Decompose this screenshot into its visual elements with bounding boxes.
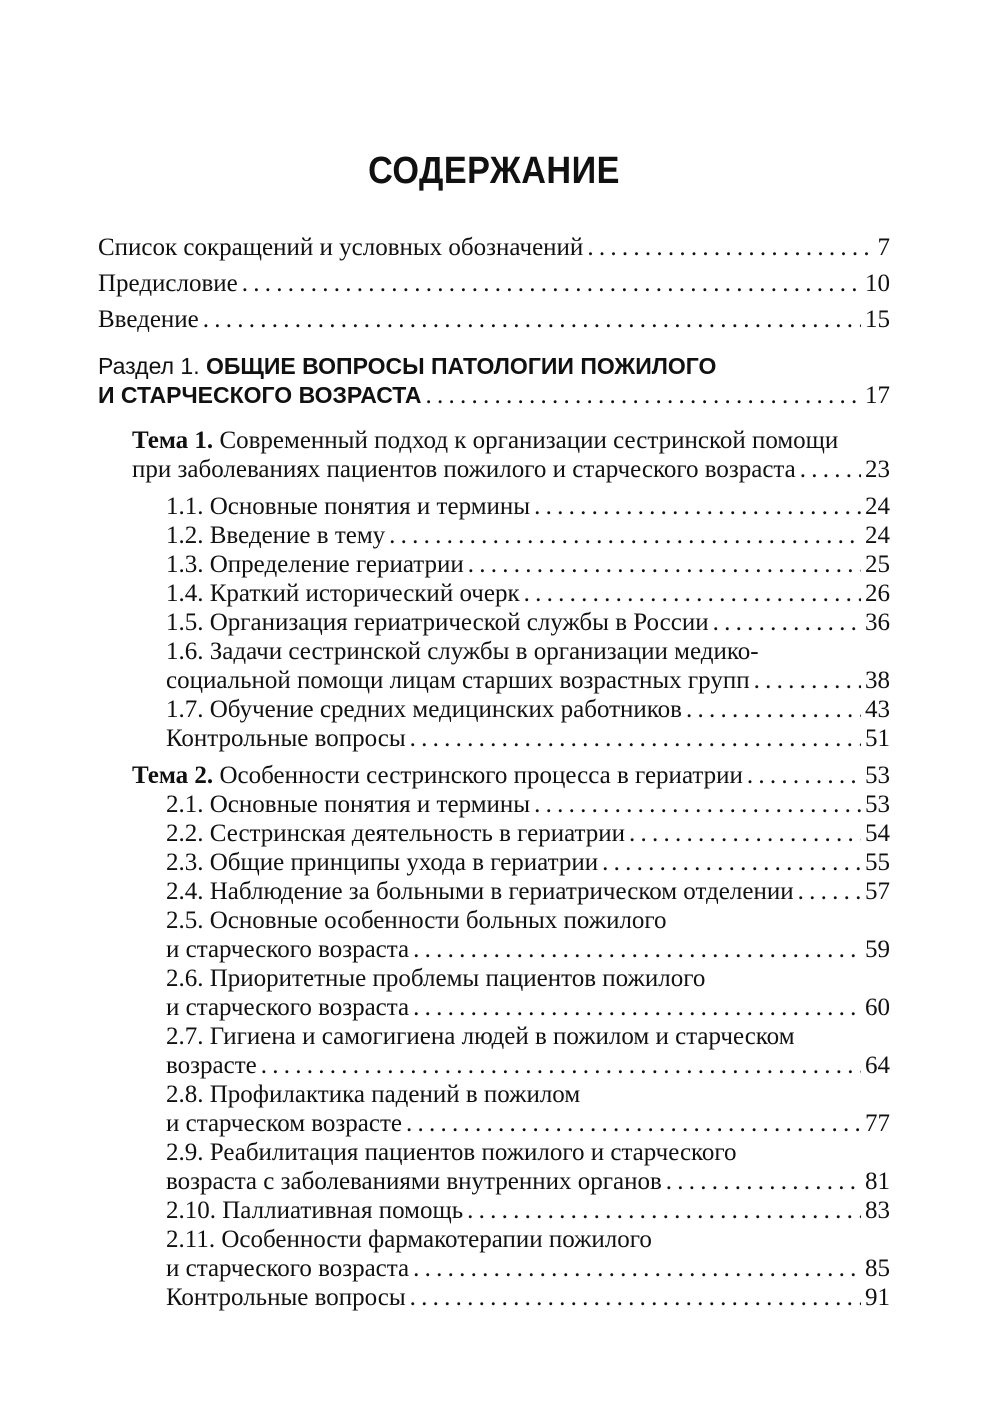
toc-entry-preface — [98, 269, 890, 298]
toc-entry-text: Введение — [98, 306, 199, 333]
toc-entry-text: 1.5. Организация гериатрической службы в России — [166, 609, 709, 636]
dot-leader — [413, 1254, 861, 1283]
toc-page-number: 53 — [865, 791, 890, 818]
toc-page-number: 15 — [865, 306, 890, 333]
topic-label: Тема 2. — [132, 762, 214, 789]
toc-page — [98, 150, 890, 1312]
toc-page-number: 17 — [865, 382, 890, 409]
toc-entry-control-questions-1 — [98, 724, 890, 753]
toc-entry-text: 1.3. Определение гериатрии — [166, 551, 464, 578]
toc-entry-abbreviations — [98, 233, 890, 262]
dot-leader — [524, 579, 861, 608]
toc-page-number: 85 — [865, 1255, 890, 1282]
toc-entry-2-8-line1: 2.8. Профилактика падений в пожилом — [166, 1081, 581, 1108]
toc-page-number: 24 — [865, 493, 890, 520]
dot-leader — [261, 1051, 861, 1080]
toc-entry-control-questions-2 — [98, 1283, 890, 1312]
dot-leader — [410, 724, 861, 753]
toc-entry-1-3 — [98, 550, 890, 579]
toc-page-number: 51 — [865, 725, 890, 752]
toc-page-number: 64 — [865, 1052, 890, 1079]
toc-entry-1-2 — [98, 521, 890, 550]
dot-leader — [468, 550, 861, 579]
dot-leader — [666, 1167, 861, 1196]
topic-label: Тема 1. — [132, 427, 214, 454]
toc-page-number: 53 — [865, 762, 890, 789]
toc-page-number: 54 — [865, 820, 890, 847]
toc-entry-text: и старческом возрасте — [166, 1110, 403, 1137]
toc-page-number: 26 — [865, 580, 890, 607]
toc-entry-text: 1.7. Обучение средних медицинских работников — [166, 696, 682, 723]
dot-leader — [587, 233, 873, 262]
toc-entry-2-9-line1: 2.9. Реабилитация пациентов пожилого и старческого — [166, 1139, 737, 1166]
dot-leader — [242, 269, 861, 298]
topic-heading-line2 — [98, 455, 890, 484]
topic-heading-2 — [98, 761, 890, 790]
dot-leader — [413, 993, 861, 1022]
section-heading-line1 — [98, 352, 890, 381]
toc-entry-2-7-line2 — [98, 1051, 890, 1080]
toc-entry-text: возрасте — [166, 1052, 257, 1079]
toc-entry-2-7-line1: 2.7. Гигиена и самогигиена людей в пожилом и старческом — [166, 1023, 795, 1050]
toc-entry-2-2 — [98, 819, 890, 848]
toc-page-number: 83 — [865, 1197, 890, 1224]
dot-leader — [713, 608, 861, 637]
toc-entry-2-6-line1: 2.6. Приоритетные проблемы пациентов пожилого — [166, 965, 706, 992]
dot-leader — [406, 1109, 861, 1138]
section-title: ОБЩИЕ ВОПРОСЫ ПАТОЛОГИИ ПОЖИЛОГО — [205, 353, 717, 379]
toc-page-number: 38 — [865, 667, 890, 694]
toc-entry-text: 1.1. Основные понятия и термины — [166, 493, 531, 520]
toc-entry-text: Контрольные вопросы — [166, 1284, 406, 1311]
dot-leader — [798, 877, 861, 906]
toc-entry-text: 2.2. Сестринская деятельность в гериатрии — [166, 820, 626, 847]
dot-leader — [534, 790, 861, 819]
toc-entry-text: и старческого возраста — [166, 1255, 410, 1282]
toc-entry-text: 2.3. Общие принципы ухода в гериатрии — [166, 849, 599, 876]
toc-page-number: 23 — [865, 456, 890, 483]
toc-entry-2-10 — [98, 1196, 890, 1225]
toc-page-number: 7 — [877, 234, 890, 261]
toc-entry-1-7 — [98, 695, 890, 724]
section-prefix: Раздел 1. — [98, 353, 200, 379]
toc-page-number: 60 — [865, 994, 890, 1021]
toc-entry-text: 1.2. Введение в тему — [166, 522, 386, 549]
dot-leader — [413, 935, 861, 964]
toc-entry-text: 2.10. Паллиативная помощь — [166, 1197, 464, 1224]
toc-entry-1-1 — [98, 492, 890, 521]
page-title: СОДЕРЖАНИЕ — [368, 150, 620, 192]
toc-entry-2-5-line2 — [98, 935, 890, 964]
toc-entry-text: Предисловие — [98, 270, 238, 297]
toc-entry-2-9-line2 — [98, 1167, 890, 1196]
section-title-cont: И СТАРЧЕСКОГО ВОЗРАСТА — [98, 382, 422, 408]
topic-title-cont: при заболеваниях пациентов пожилого и старческого возраста — [132, 456, 796, 483]
section-heading-line2 — [98, 381, 890, 410]
toc-entry-text: и старческого возраста — [166, 994, 410, 1021]
toc-entry-2-4 — [98, 877, 890, 906]
toc-page-number: 91 — [865, 1284, 890, 1311]
toc-page-number: 55 — [865, 849, 890, 876]
toc-entry-text: и старческого возраста — [166, 936, 410, 963]
toc-page-number: 59 — [865, 936, 890, 963]
dot-leader — [747, 761, 861, 790]
dot-leader — [602, 848, 861, 877]
dot-leader — [629, 819, 861, 848]
toc-entry-text: 2.4. Наблюдение за больными в гериатрическом отделении — [166, 878, 794, 905]
toc-page-number: 36 — [865, 609, 890, 636]
table-of-contents — [98, 233, 890, 1312]
toc-page-number: 25 — [865, 551, 890, 578]
toc-entry-text: возраста с заболеваниями внутренних органов — [166, 1168, 662, 1195]
toc-entry-2-3 — [98, 848, 890, 877]
dot-leader — [389, 521, 861, 550]
toc-entry-2-11-line2 — [98, 1254, 890, 1283]
toc-page-number: 43 — [865, 696, 890, 723]
dot-leader — [203, 305, 861, 334]
topic-title: Особенности сестринского процесса в гериатрии — [219, 762, 743, 789]
toc-entry-1-4 — [98, 579, 890, 608]
toc-entry-text: 2.1. Основные понятия и термины — [166, 791, 531, 818]
toc-page-number: 77 — [865, 1110, 890, 1137]
dot-leader — [534, 492, 861, 521]
toc-page-number: 81 — [865, 1168, 890, 1195]
dot-leader — [410, 1283, 861, 1312]
toc-page-number: 10 — [865, 270, 890, 297]
toc-entry-2-6-line2 — [98, 993, 890, 1022]
toc-entry-2-5-line1: 2.5. Основные особенности больных пожилого — [166, 907, 667, 934]
dot-leader — [754, 666, 861, 695]
topic-heading-line1 — [98, 426, 890, 455]
topic-heading-text — [132, 761, 743, 790]
dot-leader — [800, 455, 861, 484]
toc-page-number: 24 — [865, 522, 890, 549]
toc-entry-text: Контрольные вопросы — [166, 725, 406, 752]
toc-entry-2-11-line1: 2.11. Особенности фармакотерапии пожилого — [166, 1226, 652, 1253]
toc-entry-text: 1.4. Краткий исторический очерк — [166, 580, 520, 607]
toc-page-number: 57 — [865, 878, 890, 905]
toc-entry-2-1 — [98, 790, 890, 819]
topic-title: Современный подход к организации сестринской помощи — [219, 427, 839, 454]
dot-leader — [467, 1196, 861, 1225]
toc-entry-1-6-line2 — [98, 666, 890, 695]
toc-entry-text: Список сокращений и условных обозначений — [98, 234, 584, 261]
toc-entry-text: социальной помощи лицам старших возрастных групп — [166, 667, 750, 694]
toc-entry-2-8-line2 — [98, 1109, 890, 1138]
dot-leader — [426, 381, 861, 410]
toc-entry-1-6-line1: 1.6. Задачи сестринской службы в организации медико- — [166, 638, 759, 665]
dot-leader — [686, 695, 861, 724]
toc-entry-1-5 — [98, 608, 890, 637]
toc-entry-introduction — [98, 305, 890, 334]
